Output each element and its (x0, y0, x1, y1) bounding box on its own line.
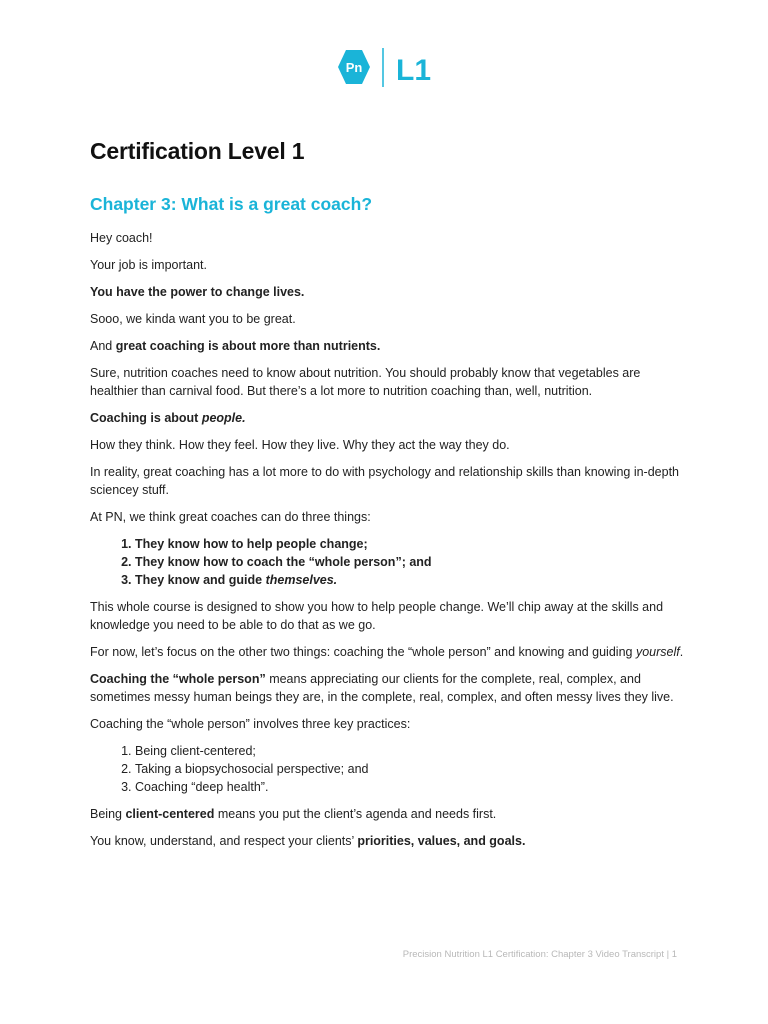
page-footer: Precision Nutrition L1 Certification: Chapter 3 Video Transcript | 1 (402, 949, 677, 960)
pn-l1-logo (338, 47, 438, 89)
text-run: means you put the client’s agenda and needs first. (214, 807, 497, 821)
list-item: 2. They know how to coach the “whole person”; and (135, 553, 690, 571)
paragraph-for-now (90, 643, 690, 661)
logo-mark (338, 47, 438, 89)
text-run: Being (90, 807, 126, 821)
text-run: You know, understand, and respect your clients’ (90, 834, 358, 848)
paragraph-whole-person-definition (90, 670, 690, 706)
document-body (90, 229, 690, 859)
bold-text (90, 411, 246, 425)
bold-text: Coaching the “whole person” (90, 672, 266, 686)
key-practices-list (90, 742, 690, 796)
text-run: means appreciating our clients for the complete, real, complex, and sometimes messy human beings they are, in the complete, real, complex, and often messy lives they live. (90, 672, 674, 704)
italic-text: people. (201, 411, 246, 425)
text-run: . (679, 645, 684, 659)
list-item: 2. Taking a biopsychosocial perspective; and (135, 760, 690, 778)
paragraph-about-people (90, 409, 690, 427)
paragraph-key-practices: Coaching the “whole person” involves three key practices: (90, 717, 411, 731)
text-run: And (90, 339, 116, 353)
logo-level-text: L1 (396, 54, 432, 87)
paragraph-power (90, 283, 690, 301)
italic-text: yourself (635, 645, 680, 659)
bold-text: great coaching is about more than nutrients. (115, 339, 381, 353)
list-item (135, 571, 690, 589)
paragraph-more-than-nutrients (90, 337, 690, 355)
paragraph-in-reality: In reality, great coaching has a lot more to do with psychology and relationship skills than knowing in-depth sciencey stuff. (90, 465, 679, 497)
list-item: 1. Being client-centered; (135, 742, 690, 760)
document-title: Certification Level 1 (90, 138, 305, 164)
paragraph-priorities (90, 832, 690, 850)
bold-text: You have the power to change lives. (90, 285, 305, 299)
paragraph-be-great: Sooo, we kinda want you to be great. (90, 312, 296, 326)
text-run: For now, let’s focus on the other two things: coaching the “whole person” and knowing and guiding (90, 645, 636, 659)
paragraph-nutrition-coaches: Sure, nutrition coaches need to know about nutrition. You should probably know that vegetables are healthier than carnival food. But there’s a lot more to nutrition coaching than, well, nutrition. (90, 366, 641, 398)
paragraph-job-important: Your job is important. (90, 258, 207, 272)
text-run: Coaching is about (90, 411, 202, 425)
list-item: 3. Coaching “deep health”. (135, 778, 690, 796)
logo-badge-text: Pn (345, 60, 363, 75)
paragraph-three-things: At PN, we think great coaches can do three things: (90, 510, 371, 524)
list-item: 1. They know how to help people change; (135, 535, 690, 553)
chapter-title: Chapter 3: What is a great coach? (90, 194, 373, 214)
text-run: They know and guide (135, 573, 266, 587)
paragraph-client-centered (90, 805, 690, 823)
paragraph-how-they-think: How they think. How they feel. How they live. Why they act the way they do. (90, 438, 510, 452)
bold-text: priorities, values, and goals. (357, 834, 526, 848)
italic-text: themselves. (265, 573, 338, 587)
paragraph-whole-course: This whole course is designed to show you how to help people change. We’ll chip away at the skills and knowledge you need to be able to do that as we go. (90, 600, 664, 632)
paragraph-greeting: Hey coach! (90, 231, 153, 245)
three-things-list (90, 535, 690, 589)
bold-text: client-centered (125, 807, 215, 821)
